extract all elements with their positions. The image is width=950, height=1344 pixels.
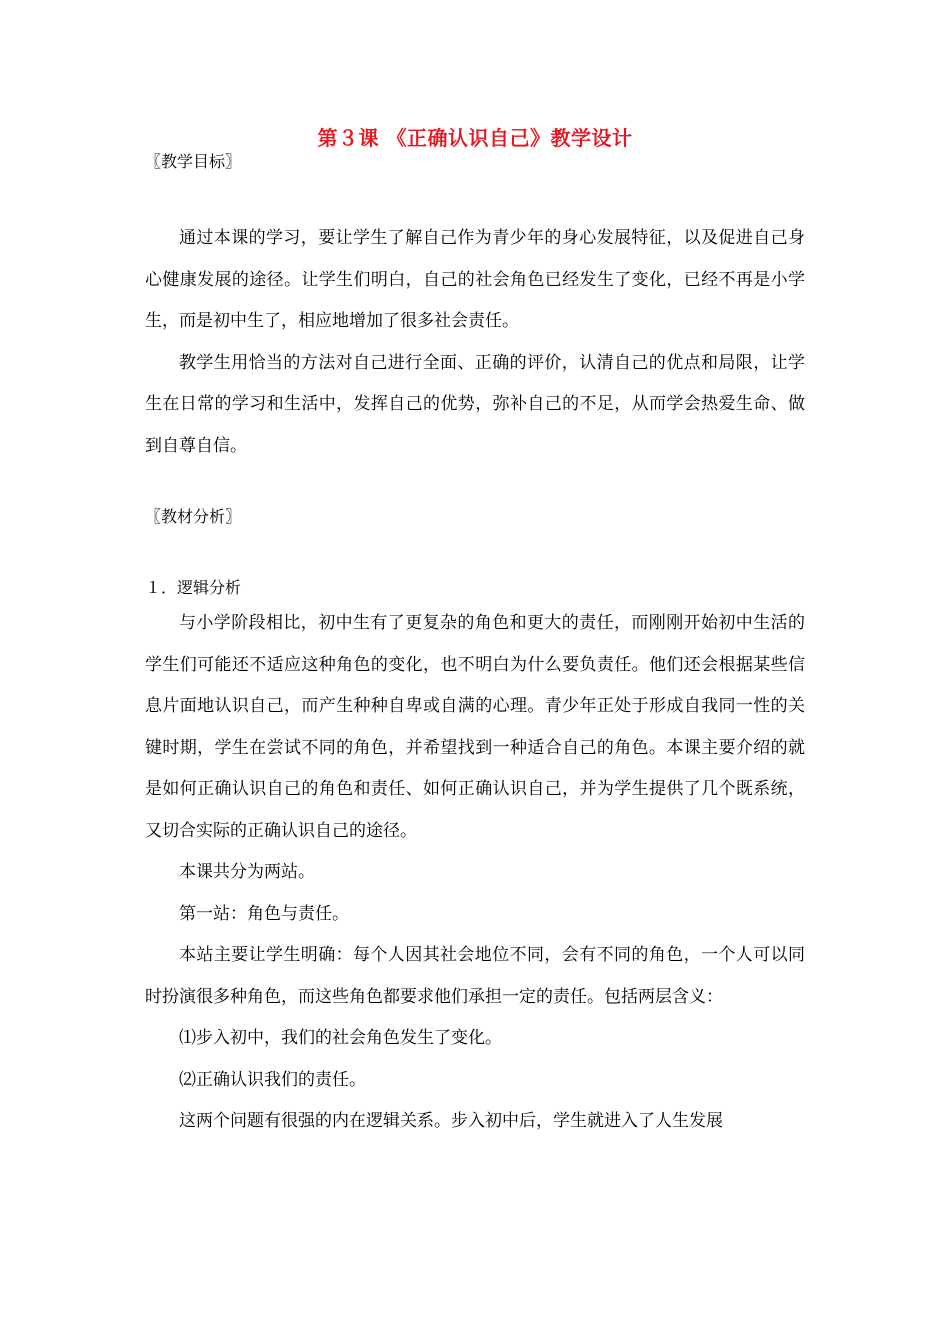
analysis-paragraph-6: ⑵正确认识我们的责任。 xyxy=(179,1069,366,1090)
analysis-paragraph-5: ⑴步入初中，我们的社会角色发生了变化。 xyxy=(179,1028,502,1048)
objectives-paragraph-2: 教学生用恰当的方法对自己进行全面、正确的评价，认清自己的优点和局限，让学生在日常的学习和生活中，发挥自己的优势，弥补自己的不足，从而学会热爱生命、做到自尊自信。 xyxy=(145,352,805,456)
objectives-heading: 〖教学目标〗 xyxy=(145,152,242,171)
analysis-body xyxy=(145,603,805,1143)
analysis-paragraph-2: 本课共分为两站。 xyxy=(179,862,315,882)
page-title: 第３课 《正确认识自己》教学设计 xyxy=(317,126,633,150)
analysis-heading: 〖教材分析〗 xyxy=(145,507,242,526)
analysis-paragraph-3: 第一站：角色与责任。 xyxy=(179,903,349,924)
logic-analysis-heading: １．逻辑分析 xyxy=(145,578,242,597)
analysis-paragraph-7: 这两个问题有很强的内在逻辑关系。步入初中后，学生就进入了人生发展 xyxy=(179,1111,723,1131)
analysis-paragraph-4: 本站主要让学生明确：每个人因其社会地位不同，会有不同的角色，一个人可以同时扮演很多种角色，而这些角色都要求他们承担一定的责任。包括两层含义： xyxy=(145,945,805,1007)
objectives-body xyxy=(145,218,805,467)
analysis-paragraph-1: 与小学阶段相比，初中生有了更复杂的角色和更大的责任，而刚刚开始初中生活的学生们可能还不适应这种角色的变化，也不明白为什么要负责任。他们还会根据某些信息片面地认识自己，而产生种种自卑或自满的心理。青少年正处于形成自我同一性的关键时期，学生在尝试不同的角色，并希望找到一种适合自己的角色。本课主要介绍的就是如何正确认识自己的角色和责任、如何正确认识自己，并为学生提供了几个既系统，又切合实际的正确认识自己的途径。 xyxy=(145,613,805,841)
objectives-paragraph-1: 通过本课的学习，要让学生了解自己作为青少年的身心发展特征，以及促进自己身心健康发展的途径。让学生们明白，自己的社会角色已经发生了变化，已经不再是小学生，而是初中生了，相应地增加了很多社会责任。 xyxy=(145,228,805,331)
